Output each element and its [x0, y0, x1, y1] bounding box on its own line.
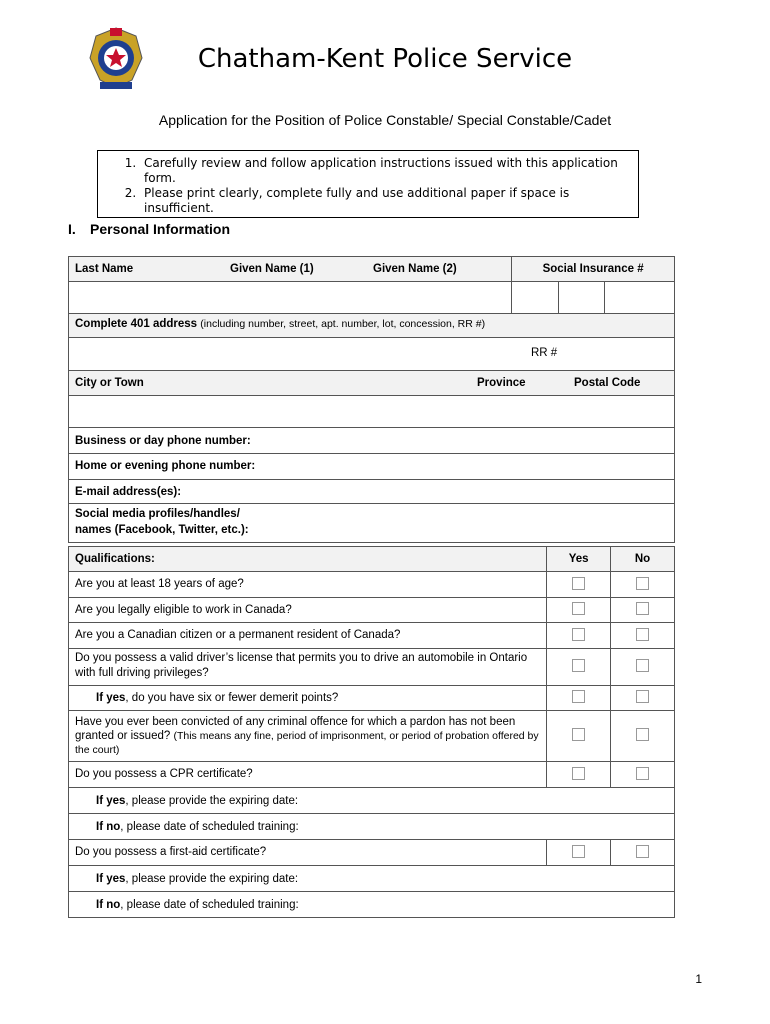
home-phone-label: Home or evening phone number:	[75, 460, 256, 472]
question-text: Do you possess a first-aid certificate?	[75, 846, 267, 858]
section-title: Personal Information	[90, 221, 231, 237]
email-field[interactable]	[69, 480, 675, 504]
qualifications-table	[68, 546, 675, 918]
no-checkbox[interactable]	[636, 728, 649, 741]
name-input-area[interactable]	[69, 282, 512, 314]
sin-input-part2[interactable]	[559, 282, 605, 314]
instruction-item: 2. Please print clearly, complete fully and use additional paper if space is insufficient.	[140, 186, 638, 216]
address-input[interactable]	[69, 338, 675, 371]
question-row	[69, 686, 547, 711]
no-checkbox[interactable]	[636, 845, 649, 858]
question-note: (This means any fine, period of imprisonment, or period of probation offered by the court)	[75, 730, 539, 756]
social-media-field[interactable]	[69, 504, 675, 543]
question-row	[69, 649, 547, 686]
question-row	[69, 762, 547, 788]
question-emphasis: If yes	[96, 873, 126, 885]
rr-label: RR #	[531, 347, 558, 359]
no-checkbox[interactable]	[636, 577, 649, 590]
yes-checkbox[interactable]	[572, 767, 585, 780]
question-text: Have you ever been convicted of any criminal offence for which a pardon has not been granted or issued?	[75, 716, 516, 742]
yes-checkbox[interactable]	[572, 577, 585, 590]
yes-checkbox[interactable]	[572, 659, 585, 672]
yes-checkbox[interactable]	[572, 602, 585, 615]
given-name-1-label: Given Name (1)	[230, 263, 314, 275]
question-text: Are you a Canadian citizen or a permanent resident of Canada?	[75, 629, 401, 641]
no-checkbox[interactable]	[636, 602, 649, 615]
question-row	[69, 840, 547, 866]
question-emphasis: If no	[96, 821, 121, 833]
form-subtitle: Application for the Position of Police Constable/ Special Constable/Cadet	[158, 112, 612, 128]
business-phone-label: Business or day phone number:	[75, 435, 251, 447]
question-row	[69, 572, 547, 598]
sin-input-part1[interactable]	[512, 282, 559, 314]
given-name-2-label: Given Name (2)	[373, 263, 457, 275]
instructions-box	[97, 150, 639, 218]
social-media-label: names (Facebook, Twitter, etc.):	[75, 524, 249, 536]
email-label: E-mail address(es):	[75, 486, 182, 498]
section-number: I.	[68, 221, 76, 237]
cpr-training-field[interactable]	[69, 814, 675, 840]
city-province-postal-input[interactable]	[69, 396, 675, 428]
page-title: Chatham-Kent Police Service	[197, 44, 573, 74]
cpr-expiry-field[interactable]	[69, 788, 675, 814]
province-label: Province	[477, 377, 526, 389]
question-row	[69, 598, 547, 623]
last-name-label: Last Name	[75, 263, 134, 275]
question-text: Are you at least 18 years of age?	[75, 578, 244, 590]
sin-label: Social Insurance #	[542, 263, 644, 275]
question-text: Do you possess a CPR certificate?	[75, 768, 253, 780]
question-text: , please date of scheduled training:	[120, 821, 299, 833]
address-note: (including number, street, apt. number, lot, concession, RR #)	[200, 318, 486, 330]
question-text: , please date of scheduled training:	[120, 899, 299, 911]
social-media-label: Social media profiles/handles/	[75, 508, 240, 520]
question-text: Do you possess a valid driver’s license that permits you to drive an automobile in Ontario with full driving privileges?	[75, 652, 528, 679]
no-checkbox[interactable]	[636, 690, 649, 703]
no-checkbox[interactable]	[636, 628, 649, 641]
qualifications-header: Qualifications:	[75, 553, 155, 565]
question-emphasis: If no	[96, 899, 121, 911]
first-aid-training-field[interactable]	[69, 892, 675, 918]
business-phone-field[interactable]	[69, 428, 675, 454]
question-emphasis: If yes	[96, 692, 126, 704]
question-text: , do you have six or fewer demerit points?	[125, 692, 339, 704]
no-checkbox[interactable]	[636, 659, 649, 672]
city-label: City or Town	[75, 377, 144, 389]
instruction-item: 1. Carefully review and follow application instructions issued with this application form.	[140, 156, 638, 186]
first-aid-expiry-field[interactable]	[69, 866, 675, 892]
section-heading-personal	[68, 221, 230, 237]
home-phone-field[interactable]	[69, 454, 675, 480]
question-text: , please provide the expiring date:	[125, 795, 299, 807]
yes-column-header: Yes	[568, 553, 589, 565]
postal-code-label: Postal Code	[574, 377, 641, 389]
no-checkbox[interactable]	[636, 767, 649, 780]
question-text: Are you legally eligible to work in Canada?	[75, 604, 292, 616]
yes-checkbox[interactable]	[572, 728, 585, 741]
question-emphasis: If yes	[96, 795, 126, 807]
yes-checkbox[interactable]	[572, 845, 585, 858]
sin-input-part3[interactable]	[605, 282, 675, 314]
address-label: Complete 401 address	[75, 318, 198, 330]
yes-checkbox[interactable]	[572, 690, 585, 703]
page-number: 1	[695, 972, 702, 986]
question-text: , please provide the expiring date:	[125, 873, 299, 885]
no-column-header: No	[634, 553, 651, 565]
question-row	[69, 711, 547, 762]
personal-info-table	[68, 256, 675, 543]
question-row	[69, 623, 547, 649]
yes-checkbox[interactable]	[572, 628, 585, 641]
